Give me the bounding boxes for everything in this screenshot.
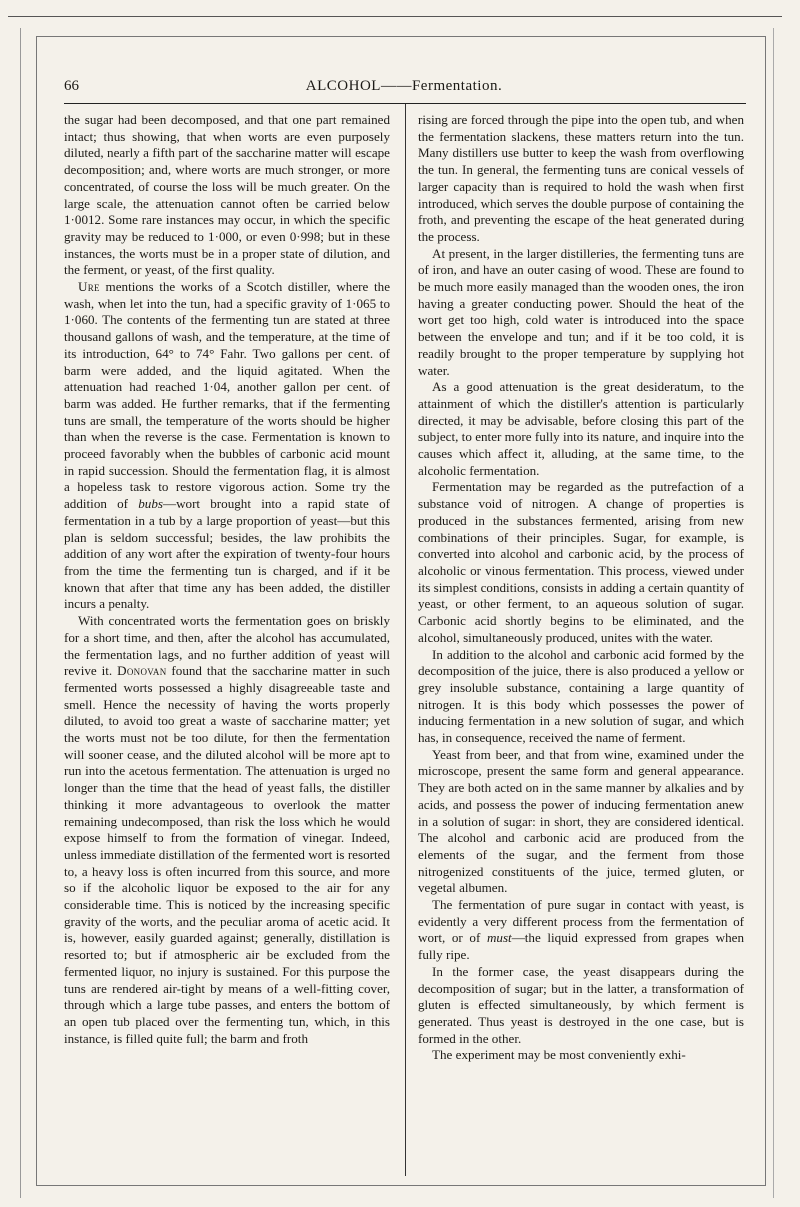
paragraph-text: In the former case, the yeast disappears during the decomposition of sugar; but in the latter, a transformation of gluten is effected simultaneously, by which ferment is generated. Thus yeast is destroyed in the one case, but is formed in the other. — [418, 963, 744, 1046]
paragraph — [418, 246, 744, 380]
running-head: ALCOHOL——Fermentation. — [305, 78, 503, 94]
paragraph-lead-word: Ure — [78, 279, 100, 295]
paragraph — [418, 379, 744, 479]
paragraph-text: With concentrated worts the fermentation goes on briskly for a short time, and then, after the alcohol has accumulated, the fermentation lags, and no further addition of yeast will revive it. — [64, 613, 390, 679]
italic-term: bubs — [138, 496, 163, 512]
paragraph-text: mentions the works of a Scotch distiller, where the wash, when let into the tun, had a specific gravity of 1·065 to 1·060. The contents of the fermenting tun are stated at three thousand gallons of wash, and the temperature, at the time of its introduction, 64° to 74° Fahr. Two gallons per cent. of barm were added, and the liquid agitated. When the attenuation had reached 1·04, another gallon per cent. of barm was added. He further remarks, that if the fermenting tuns are small, the temperature of the worts should be higher than when the reverse is the case. Fermentation is known to proceed favorably when the bubbles of carbonic acid mount in rapid succession. Should the fermentation flag, it is almost a hopeless task to restore vigorous action. Some try the addition of — [64, 279, 390, 512]
italic-term: must — [486, 930, 512, 946]
small-caps-name: Donovan — [117, 663, 167, 679]
column-divider — [405, 104, 406, 1176]
paragraph-text: the sugar had been decomposed, and that one part remained intact; thus showing, that when worts are even purposely diluted, nearly a fifth part of the saccharine matter will escape decomposition; and, where worts are much stronger, or more concentrated, of course the loss will be much greater. On the large scale, the attenuation cannot often be carried below 1·0012. Some rare instances may occur, in which the specific gravity may be reduced to 1·000, or even 0·998; but in these instances, the worts must be in a proper state of dilution, and the ferment, or yeast, of the first quality. — [64, 112, 390, 278]
paragraph-text: At present, in the larger distilleries, the fermenting tuns are of iron, and have an outer casing of wood. These are found to be much more easily managed than the wooden ones, the iron having a greater conducting power. Should the heat of the wort get too high, cold water is introduced into the space between the envelope and tun; and if it be too cold, it is readily brought to the proper temperature by supplying hot water. — [418, 245, 744, 378]
paragraph — [418, 964, 744, 1048]
paragraph — [418, 479, 744, 646]
page-header — [64, 78, 744, 102]
paragraph-text: The experiment may be most conveniently exhi- — [432, 1047, 686, 1063]
paragraph — [64, 613, 390, 1047]
right-column — [418, 112, 744, 1064]
paragraph — [418, 897, 744, 964]
paragraph-text-tail: found that the saccharine matter in such fermented worts possessed a highly disagreeable taste and smell. Hence the necessity of having the worts properly diluted, to avoid too great a waste of saccharine matter; yet the worts must not be too dilute, for then the fermentation will sooner cease, and the diluted alcohol will be more apt to run into the acetous fermentation. The attenuation is urged no longer than the time that the head of yeast falls, the distiller thinking it more advantageous to overlook the matter remaining undecomposed, than risk the loss which he would expose himself to from the formation of vinegar. Indeed, unless immediate distillation of the fermented wort is resorted to, a heavy loss is often incurred from this source, and more so if the alcoholic liquor be exposed to the air for any considerable time. This is noticed by the increasing specific gravity of the worts, and the peculiar aroma of acetic acid. It is, however, easily guarded against; generally, distillation is resorted to; but if atmospheric air be excluded from the fermented liquor, no injury is sustained. For this purpose the tuns are rendered air-tight by means of a well-fitting cover, through which a large tube passes, and enters the bottom of an open tub placed over the fermenting tun, which, in this instance, is filled quite full; the barm and froth — [64, 663, 391, 1046]
paragraph — [418, 1047, 744, 1064]
paragraph-text: Fermentation may be regarded as the putrefaction of a substance void of nitrogen. A change of properties is produced in the substances fermented, arising from new combinations of their principles. Sugar, for example, is converted into alcohol and carbonic acid, by the process of alcoholic or vinous fermentation. This process, viewed under its simplest conditions, consists in adding a certain quantity of yeast, or other ferment, to an aqueous solution of sugar. Carbonic acid shortly begins to be eliminated, and the alcohol, simultaneously produced, unites with the water. — [418, 479, 744, 645]
paragraph-text-tail: —the liquid expressed from grapes when fully ripe. — [418, 930, 745, 963]
paragraph — [64, 112, 390, 279]
paragraph-text: As a good attenuation is the great desideratum, to the attainment of which the distiller's attention is particularly directed, it may be advisable, before closing this part of the subject, to enter more fully into its nature, and inquire into the causes which affect it, alluding, at the same time, to the alcoholic fermentation. — [418, 379, 744, 478]
paragraph-text: rising are forced through the pipe into the open tub, and when the fermentation slackens, these matters return into the tun. Many distillers use butter to keep the wash from overflowing the tun. In general, the fermenting tuns are conical vessels of larger capacity than is required to hold the wash when first introduced, which serves the double purpose of containing the froth, and preventing the escape of the heat generated during the process. — [418, 112, 744, 244]
paragraph-text: Yeast from beer, and that from wine, examined under the microscope, present the same form and general appearance. They are both acted on in the same manner by alkalies and by acids, and possess the power of inducing fermentation anew in a solution of sugar: in short, they are considered identical. The alcohol and carbonic acid are produced from the elements of the sugar, and the ferment from those nitrogenized constituents of the juice, termed gluten, or vegetal albumen. — [418, 746, 744, 896]
page-number: 66 — [64, 78, 79, 94]
paragraph — [64, 279, 390, 613]
paragraph — [418, 112, 744, 246]
top-edge-rule — [8, 16, 782, 17]
paragraph — [418, 647, 744, 747]
paragraph-text: The fermentation of pure sugar in contact with yeast, is evidently a very different process from the fermentation of wort, or of — [418, 897, 744, 946]
paragraph-text-tail: —wort brought into a rapid state of fermentation in a tub by a large proportion of yeast—but this plan is seldom successful; besides, the law prohibits the addition of any wort after the expiration of twenty-four hours from the time the fermenting tun is charged, and if it be known that after that time any has been added, the distiller incurs a penalty. — [64, 496, 390, 612]
paragraph-text: In addition to the alcohol and carbonic acid formed by the decomposition of the juice, there is also produced a yellow or grey insoluble substance, containing a large quantity of nitrogen. It is this body which possesses the power of inducing fermentation in a new solution of sugar, and which has, in consequence, received the name of ferment. — [418, 646, 744, 746]
left-column — [64, 112, 390, 1047]
paragraph — [418, 747, 744, 897]
